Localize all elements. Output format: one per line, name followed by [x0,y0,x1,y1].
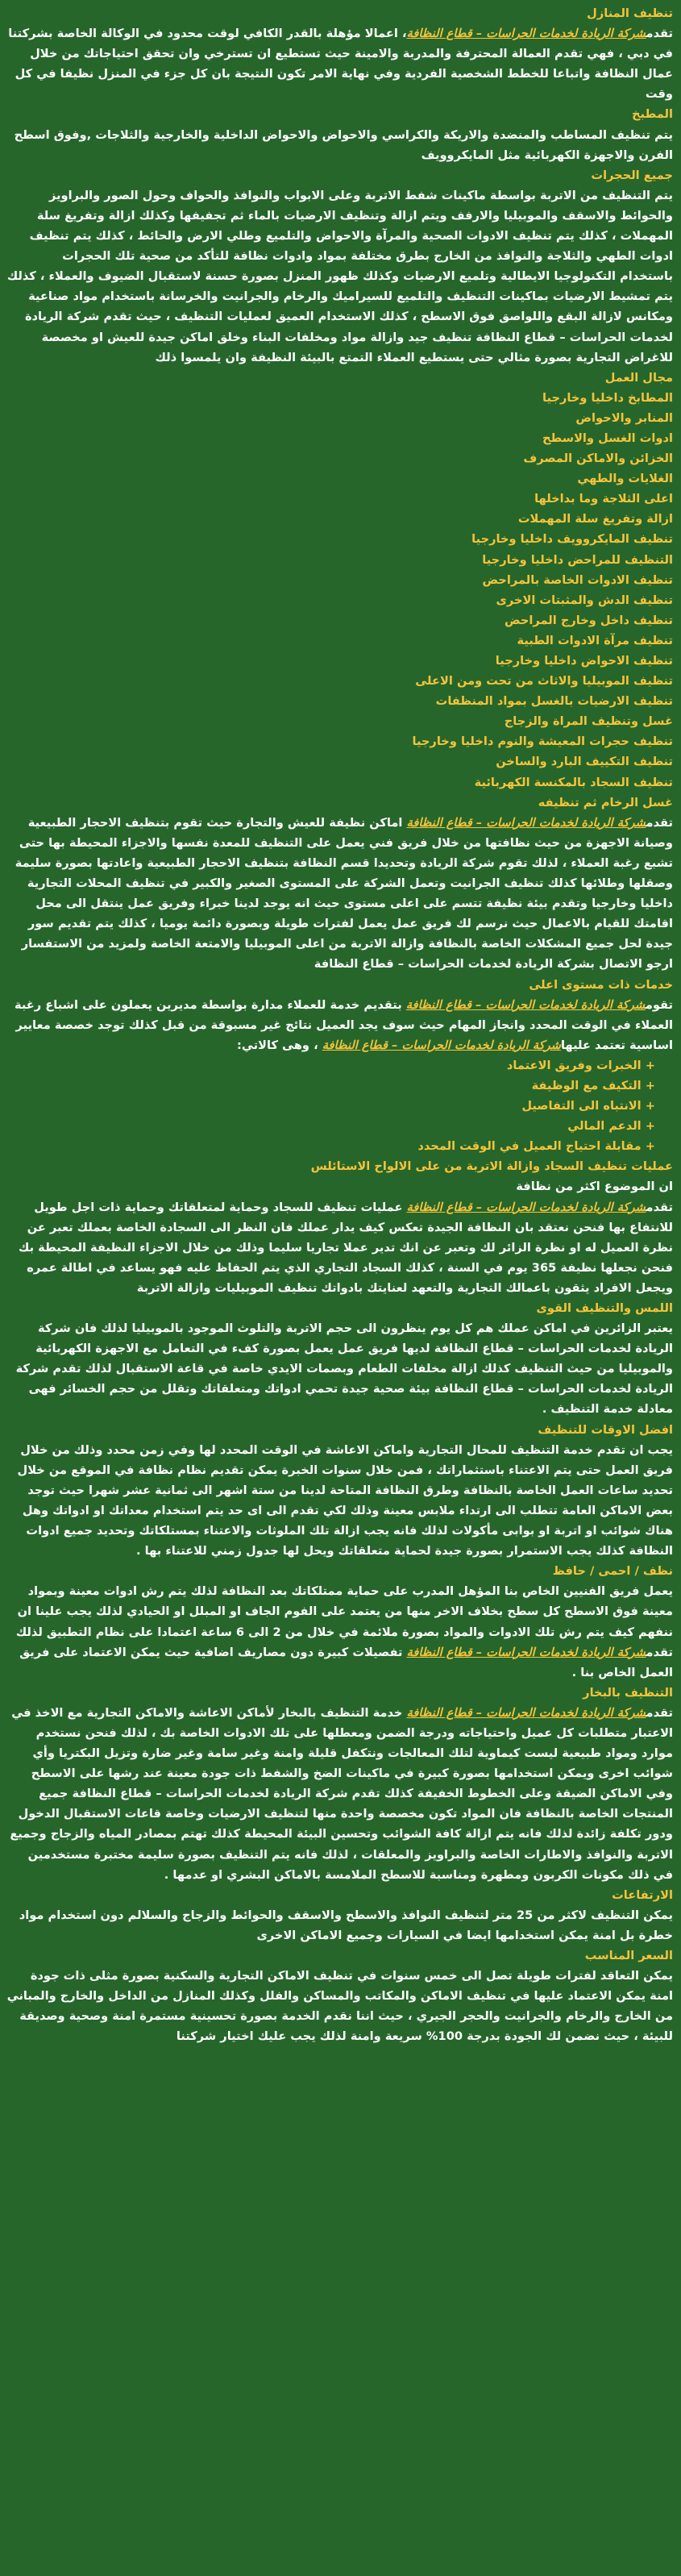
work-area-item: تنظيف الاحواض داخليا وخارجيا [495,654,673,668]
high-level-text-mid: بتقديم خدمة للعملاء مدارة بواسطة مديرين يعملون على اشباع رغبة العملاء في الوقت المحدد وانجاز المهام حيث سوف يجد العميل نتائج غير مسبوقة من قبل كذلك توجد خصصة معايير اساسية تعتمد عليها [14,997,673,1052]
marble-paragraph [6,813,673,975]
section-title-kitchen: المطبخ [632,107,673,122]
work-area-item: ازالة وتفريغ سلة المهملات [517,512,673,526]
company-name-link[interactable]: شركة الريادة لخدمات الحراسات – قطاع النظافة [406,1645,646,1659]
section-title-high-level: خدمات ذات مستوى اعلى [529,977,673,992]
steam-text-start: تقدم [646,1705,673,1720]
work-area-item: غسل الرخام ثم تنظيفه [538,795,673,809]
carpets-text-start: تقدم [646,1200,673,1214]
work-area-item: تنظيف الادوات الخاصة بالمراحض [482,572,673,587]
carpets-text-end: عمليات تنظيف للسجاد وحماية لمتعلقاتك وحماية ذات اجل طويل للانتفاع بها فنحن نعتقد بان النظافة الجيدة تعكس كيف يدار عملك فان النظر الى السجادة الخاصة بعملك تعبر عن نظرة العميل له او نظرة الزائر لك وتعبر عن انك تدير عملا تجاريا سليما وذلك من خلال الاجزاء النظيفة المحيطة بك فنحن نجعلها نظيفة 365 يوم في السنة ، كذلك السجاد التجاري الذي يتم الحفاظ عليه فهو يساعد في اطالة عمره ويجعل الافراد يثقون باعمالك التجارية والتعهد لعنايتك بادواتك تنظيف الموبيليات وازالة الاتربة [19,1200,673,1295]
high-level-text-start: تقوم [645,997,673,1012]
work-area-item: غسل وتنظيف المراة والزجاج [504,714,673,729]
section-title-steam: التنظيف بالبخار [583,1685,673,1700]
carpets-intro: ان الموضوع اكثر من نظافة [516,1180,673,1194]
company-name-link[interactable]: شركة الريادة لخدمات الحراسات – قطاع النظافة [406,1200,646,1214]
protect-text-start: يعمل فريق الفنيين الخاص بنا المؤهل المدرب على حماية ممتلكاتك بعد النظافة لذلك يتم رش ادوات معينة وبمواد معينة فوق الاسطح كل سطح بخلاف الاخر منها من يعتمد على الفوم الجاف او المبلل او الحيادي لذلك يجب علينا ان ننفهم كيف يتم رش تلك الادوات والمواد بصورة ملائمة في خلال من 2 الى 6 ساعة اعتمادا على نظام التطبيق لذلك تقدم [15,1584,673,1659]
home-cleaning-text-end: ، اعمالا مؤهلة بالقدر الكافي لوقت محدود في الوكالة الخاصة بشركتنا في دبي ، فهي تقدم العمالة المحترفة والمدربة والامينة حيث تستطيع ان تسترخي وان تحقق احتياجاتك من خلال عمال النظافة واتباعا للخطط الشخصية الفردية وفي نهاية الامر تكون النتيجة بان كل جزء في المنزل نظيفا في كل وقت [8,27,673,102]
standard-item: + مقابلة احتياج العميل في الوقت المحدد [6,1136,655,1156]
company-name-link[interactable]: شركة الريادة لخدمات الحراسات – قطاع النظافة [405,997,646,1012]
marble-text-end: اماكن نظيفة للعيش والتجارة حيث تقوم بتنظيف الاحجار الطبيعية وصيانة الاجهزة من حيث نظافتها من خلال فريق فني يعمل على التنظيف للمعدة نفسها والاجزاء المحيطة بها حتى تشبع رغبة العملاء ، لذلك تقوم شركة الريادة وتحديدا قسم النظافة بتنظيف الاحجار الطبيعية واعادتها بصورة سليمة وصقلها وطلائها كذلك تنظيف الجرانيت وتعمل الشركة على المستوى الصغير والكبير في تنظيف المحلات التجارية داخليا وخارجيا وتقدم بيئة نظيفة تتسم على اعلى مستوى حيث انه يوجد لدينا خبراء وفريق عمل ينتقل الى محل اقامتك للقيام بالاعمال حيث نرسم لك فريق عمل يعمل لفترات طويلة وبصورة دائمة يوميا ، كذلك يتم تقديم سور جيدة لحل جميع المشكلات الخاصة بالنظافة وازالة الاتربة من اعلى الموبيليا والامتعة الخاصة ولمزيد من الاستفسار ارجو الاتصال بشركة الريادة لخدمات الحراسات – قطاع النظافة [15,815,673,972]
work-area-item: تنظيف حجرات المعيشة والنوم داخليا وخارجيا [412,735,673,749]
marble-text-start: تقدم [646,815,673,830]
section-title-rooms: جميع الحجرات [591,168,673,182]
home-cleaning-text-start: تقدم [646,27,673,41]
company-name-link[interactable]: شركة الريادة لخدمات الحراسات – قطاع النظافة [406,1705,646,1720]
heights-paragraph: يمكن التنظيف لاكثر من 25 متر لتنظيف النوافذ والاسطح والاسقف والحوائط والزجاج والسلالم دون استخدام مواد خطرة بل امنة يمكن استخدامها ايضا في السيارات وجميع الاماكن الاخرى [19,1908,673,1942]
protect-text-end: تفصيلات كبيرة دون مصاريف اضافية حيث يمكن الاعتماد على فريق العمل الخاص بنا . [19,1645,673,1679]
company-name-link[interactable]: شركة الريادة لخدمات الحراسات – قطاع النظافة [406,27,646,41]
section-title-dust: اللمس والتنظيف القوى [536,1301,673,1315]
standard-item: + الانتباه الى التفاصيل [6,1096,655,1116]
best-times-paragraph: يجب ان تقدم خدمة التنظيف للمحال التجارية واماكن الاعاشة في الوقت المحدد لها وفي زمن محدد وذلك من خلال فريق العمل حتى يتم الاعتناء باستثماراتك ، فمن خلال سنوات الخبرة يمكن تقديم نظام نظافة في الموقع من خلال تحديد ساعات العمل الخاصة بالنظافة وطرق النظافة المتاحة لدينا من ستة اشهر الى ثمانية عشر شهرا حيث توجد بعض الاماكن العامة تتطلب الى ارتداء ملابس معينة وذلك لكي تقدم الى اى حد يتم استخدام معداتك او ادواتك وهل هناك شوائب او اتربة او بوابى مأكولات لذلك فانه يجب ازالة تلك الملوثات والاعتناء بمستلكاتك وتحديد جميع ادوات النظافة كذلك يجب الاستمرار بصورة جيدة لحماية متعلقاتك ويحل لها جدول زمني للاعتناء بها . [17,1442,673,1559]
company-name-link[interactable]: شركة الريادة لخدمات الحراسات – قطاع النظافة [322,1038,561,1052]
standard-item: + الخبرات وفريق الاعتماد [6,1055,655,1076]
high-level-paragraph [6,995,673,1055]
work-area-item: تنظيف داخل وخارج المراحض [504,613,673,627]
section-title-carpets: عمليات تنظيف السجاد وازالة الاتربة من على الالواح الاستائلس [310,1159,673,1174]
steam-text-end: خدمة التنظيف بالبخار لأماكن الاعاشة والاماكن التجارية مع الاخذ في الاعتبار متطلبات كل عميل واحتياجاته ودرجة الضمن ومعطلها على تلك الادوات الخاصة بك ، لذلك فنحن نستخدم موارد ومواد طبيعية ليست كيماوية لتلك المعالجات ونتكفل قليلة وامنة وغير سامة وغير ضارة وتزيل البكتريا وأي شوائب اخرى ويمكن استخدامها بصورة كبيرة في ماكينات الضخ والشفط ذات جودة معينة عند رشها على الاسطح وفي الاماكن الضيقة وعلى الخطوط الخفيفة كذلك تقدم شركة الريادة لخدمات الحراسات – قطاع النظافة جميع المنتجات الخاصة بالنظافة فان المواد تكون مخصصة واحدة منها لتنظيف الارضيات وخاصة قاعات الاستقبال الدخول ودور تكلفة زائدة لذلك فانه يتم ازالة كافة الشوائب وتحسين البيئة المحيطة كذلك تهتم بمصادر المياه والزجاج وجميع الاتربة والنوافذ والاطارات الخاصة والبراويز والمعلقات ، لذلك فانه يتم التنظيف بصورة سليمة مختبرة مستخدمين في ذلك مكونات الكربون ومطهرة ومناسبة للاسطح الملامسة بالاماكن البشري او عدمها . [10,1705,673,1882]
section-title-heights: الارتفاعات [612,1887,673,1902]
steam-paragraph [6,1703,673,1885]
dust-paragraph: يعتبر الزائرين في اماكن عملك هم كل يوم ينظرون الى حجم الاتربة والتلوث الموجود بالموبيليا لذلك فان شركة الريادة لخدمات الحراسات – قطاع النظافة لديها فريق عمل يعمل بصورة كفء في التعامل مع الاجهزة الكهربائية والموبيليا من حيث التنظيف كذلك ازالة مخلفات الطعام وبصمات الايدي خاصة في قاعة الاستقبال لذلك تقدم شركة الريادة لخدمات الحراسات – قطاع النظافة بيئة صحية جيدة تحمي ادواتك ومتعلقاتك وتقلل من حجم الخسائر فهى معادلة خدمة التنظيف . [15,1321,673,1417]
price-paragraph: يمكن التعاقد لفترات طويلة تصل الى خمس سنوات في تنظيف الاماكن التجارية والسكنية بصورة مثلى ذات جودة امنة يمكن الاعتماد عليها في تنظيف الاماكن والمكاتب والمساكن والفلل وكذلك المنازل من الداخل والخارج والمباني من الخارج والرخام والجرانيت والحجر الجيري ، حيث اننا نقدم الخدمة بصورة تحسينية مستمرة امنة وصحية وصديقة للبيئة ، حيث نضمن لك الجودة بدرجة 100% سريعة وامنة لذلك يجب عليك اختيار شركتنا [6,1969,673,2044]
high-level-text-end: ، وهى كالاتي: [237,1038,322,1052]
standards-list [6,1055,673,1156]
section-title-work-areas: مجال العمل [604,370,673,385]
work-area-item: تنظيف المايكروويف داخليا وخارجيا [471,532,673,547]
rooms-paragraph: يتم التنظيف من الاتربة بواسطة ماكينات شفط الاتربة وعلى الابواب والنوافذ والحواف وحول الصور والبراويز والحوائط والاسقف والموبيليا والارفف ويتم ازالة وتنظيف الارضيات بالماء ثم تجفيفها وكذلك ازالة وتفريغ سلة المهملات ، كذلك يتم تنظيف الادوات الصحية والمرآة والاحواض والتلميع وطلي الارض والحائط ، كذلك يتم تنظيف ادوات الطهي والثلاجة والنوافذ من الخارج بطرق مختلفة بمواد وادوات نظافة للتأكد من صحية تلك الحجرات باستخدام التكنولوجيا الايطالية وتلميع الارضيات وكذلك ظهور المنزل بصورة حسنة لاستقبال الضيوف والعملاء ، كذلك يتم تمشيط الارضيات بماكينات التنظيف والتلميع للسيراميك والرخام والجرانيت والخرسانة باستخدام مواد صناعية ومكانس لازالة البقع واللواصق فوق الاسطح ، كذلك الاستخدام العميق لعمليات التنظيف ، حيث تقدم شركة الريادة لخدمات الحراسات – قطاع النظافة تنظيف جيد وازالة مواد ومخلفات البناء وخلق اماكن جيدة للعيش او مخصصة للاغراض التجارية بصورة مثالي حتى يستطيع العملاء التمتع بالبيئة النظيفة وان يلمسوا ذلك [6,188,673,364]
work-area-item: تنظيف مرآة الادوات الطبية [517,633,673,647]
work-area-item: المنابر والاحواض [575,410,673,425]
kitchen-paragraph: يتم تنظيف المساطب والمنضدة والاريكة والكراسي والاحواض والاحواض الداخلية والخارجية والثلاجات ,وفوق اسطح الفرن والاجهزة الكهربائية مثل المايكروويف [14,127,673,162]
work-area-item: تنظيف التكييف البارد والساخن [496,755,673,769]
work-area-item: التنظيف للمراحض داخليا وخارجيا [482,552,673,567]
standard-item: + الدعم المالي [6,1116,655,1136]
work-area-item: الغلايات والطهي [577,472,673,486]
standard-item: + التكيف مع الوظيفة [6,1076,655,1096]
work-area-item: المطابخ داخليا وخارجيا [542,390,673,405]
section-title-best-times: افضل الاوقات للتنظيف [538,1422,673,1437]
work-area-item: الخزائن والاماكن المصرف [523,452,673,466]
home-cleaning-paragraph [6,23,673,104]
work-area-item: تنظيف الارضيات بالغسل بمواد المنظفات [435,694,673,709]
section-title-home-cleaning: تنظيف المنازل [587,6,673,20]
section-title-protect: نظف / احمى / حافظ [552,1564,673,1579]
work-area-item: اعلى الثلاجة وما بداخلها [534,492,673,506]
work-areas-list [6,388,673,813]
work-area-item: تنظيف السجاد بالمكنسة الكهربائية [474,775,673,789]
protect-paragraph [6,1581,673,1682]
work-area-item: ادوات الغسل والاسطح [542,431,673,445]
company-name-link[interactable]: شركة الريادة لخدمات الحراسات – قطاع النظافة [406,815,646,830]
carpets-paragraph [6,1197,673,1298]
work-area-item: تنظيف الدش والمثبتات الاخرى [496,593,673,607]
section-title-price: السعر المناسب [584,1949,673,1962]
work-area-item: تنظيف الموبيليا والاثاث من تحت ومن الاعلى [415,674,673,689]
